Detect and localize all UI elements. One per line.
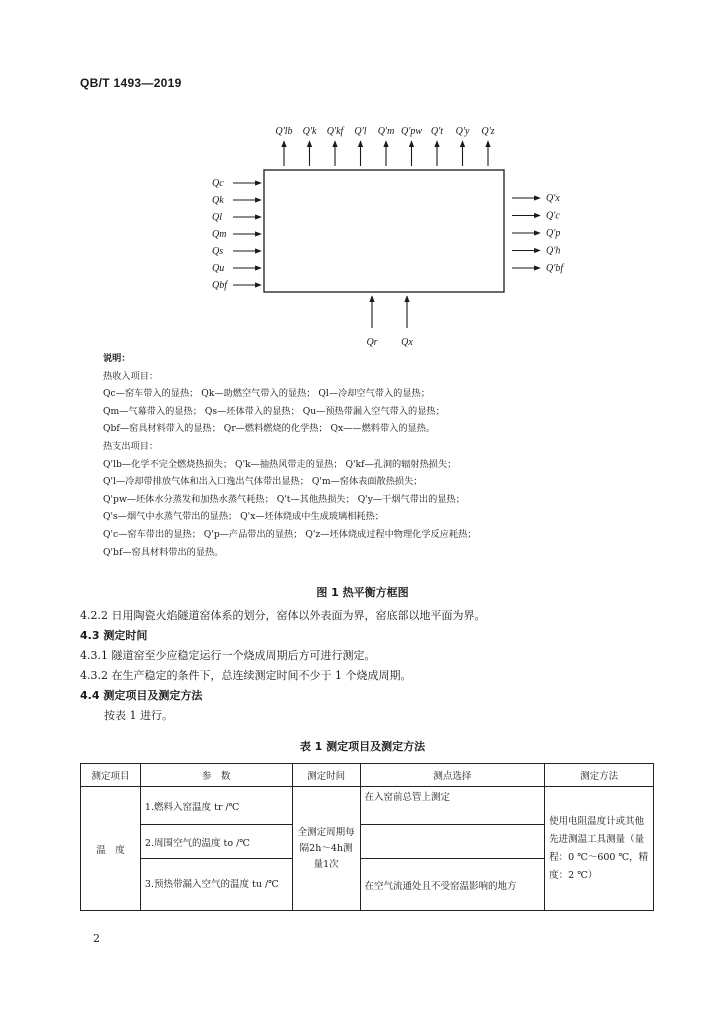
heat-balance-diagram xyxy=(0,0,725,360)
expense-heading: 热支出项目： xyxy=(103,440,159,452)
page-number: 2 xyxy=(93,932,100,945)
flow-label: Q't xyxy=(430,126,444,137)
section-text: 测定时间 xyxy=(103,629,148,642)
header-item: 测定项目 xyxy=(81,764,141,787)
income-list xyxy=(103,385,663,438)
section-paragraph xyxy=(80,606,680,626)
point-cell: 在入窑前总管上测定 xyxy=(360,787,545,825)
legend-expense-line: Q'c—窑车带出的显热； Q'p—产品带出的显热； Q'z—坯体烧成过程中物理化学反应耗热； xyxy=(103,528,477,540)
param-cell: 2.周围空气的温度 to /℃ xyxy=(140,825,292,859)
header-param: 参 数 xyxy=(140,764,292,787)
header-point: 测点选择 xyxy=(360,764,545,787)
flow-label: Qr xyxy=(366,337,378,348)
flow-label: Qs xyxy=(212,246,224,257)
flow-label: Q'l xyxy=(354,126,367,137)
legend-expense-line: Q'l—冷却带排放气体和出入口逸出气体带出显热； Q'm—窑体表面散热损失； xyxy=(103,476,423,488)
section-paragraph xyxy=(80,686,680,706)
flow-label: Qc xyxy=(212,178,224,189)
kiln-box xyxy=(264,170,504,292)
flow-label: Qm xyxy=(212,229,227,240)
header-method: 测定方法 xyxy=(545,764,654,787)
flow-label: Q'pw xyxy=(400,126,423,137)
measurement-table xyxy=(80,763,654,911)
flow-label: Q'k xyxy=(302,126,317,137)
table-row xyxy=(81,787,654,825)
flow-label: Qx xyxy=(401,337,413,348)
method-cell: 使用电阻温度计或其他先进测温工具测量（量程：0 ℃～600 ℃，精度：2 ℃） xyxy=(545,787,654,911)
flow-label: Q'p xyxy=(546,228,561,239)
section-number: 4.3.1 xyxy=(80,649,108,662)
table-reference: 按表 1 进行。 xyxy=(104,709,173,722)
expense-list xyxy=(103,456,663,562)
figure-caption: 图 1 热平衡方框图 xyxy=(316,586,409,599)
flow-label: Q'bf xyxy=(546,263,564,274)
flow-label: Q'c xyxy=(546,210,560,222)
table-caption: 表 1 测定项目及测定方法 xyxy=(299,740,426,753)
legend-title: 说明： xyxy=(103,353,131,364)
flow-label: Q'lb xyxy=(275,126,293,137)
section-list xyxy=(80,606,680,706)
legend-income-line: Qc—窑车带入的显热； Qk—助燃空气带入的显热； Ql—冷却空气带入的显热； xyxy=(103,388,430,400)
section-paragraph xyxy=(80,646,680,666)
time-cell: 全测定周期每隔2h～4h测量1次 xyxy=(292,787,360,911)
standard-code: QB/T 1493—2019 xyxy=(80,76,182,90)
section-paragraph xyxy=(80,666,680,686)
section-number: 4.3 xyxy=(80,629,100,642)
legend-income-line: Qbf—窑具材料带入的显热； Qr—燃料燃烧的化学热； Qx——燃料带入的显热。 xyxy=(103,423,436,435)
section-text: 测定项目及测定方法 xyxy=(103,689,203,702)
legend-expense-line: Q's—烟气中水蒸气带出的显热； Q'x—坯体烧成中生成玻璃相耗热； xyxy=(103,511,384,523)
flow-label: Q'h xyxy=(546,245,561,257)
flow-label: Q'x xyxy=(546,193,560,204)
legend-income-line: Qm—气幕带入的显热； Qs—坯体带入的显热； Qu—预热带漏入空气带入的显热； xyxy=(103,405,445,417)
param-cell: 3.预热带漏入空气的温度 tu /℃ xyxy=(140,859,292,911)
flow-label: Q'z xyxy=(481,126,495,137)
flow-label: Ql xyxy=(212,212,222,223)
point-cell xyxy=(360,825,545,859)
legend xyxy=(103,350,663,561)
body-text xyxy=(80,606,680,726)
flow-label: Qk xyxy=(212,195,224,206)
income-heading: 热收入项目： xyxy=(103,370,159,382)
group-cell: 温 度 xyxy=(81,787,141,911)
section-text: 日用陶瓷火焰隧道窑体系的划分，窑体以外表面为界，窑底部以地平面为界。 xyxy=(111,609,486,622)
section-paragraph xyxy=(80,626,680,646)
point-cell: 在空气流通处且不受窑温影响的地方 xyxy=(360,859,545,911)
flow-label: Q'kf xyxy=(326,126,344,137)
flow-label: Qbf xyxy=(212,280,227,291)
legend-expense-line: Q'lb—化学不完全燃烧热损失； Q'k—抽热风带走的显热； Q'kf—孔洞的辐射热损失； xyxy=(103,458,457,470)
section-number: 4.2.2 xyxy=(80,609,108,622)
legend-expense-line: Q'bf—窑具材料带出的显热。 xyxy=(103,546,224,558)
section-text: 隧道窑至少应稳定运行一个烧成周期后方可进行测定。 xyxy=(111,649,376,662)
param-cell: 1.燃料入窑温度 tr /℃ xyxy=(140,787,292,825)
flow-label: Q'm xyxy=(377,126,395,137)
flow-label: Qu xyxy=(212,263,225,274)
section-number: 4.3.2 xyxy=(80,669,108,682)
table-header-row xyxy=(81,764,654,787)
section-text: 在生产稳定的条件下，总连续测定时间不少于 1 个烧成周期。 xyxy=(111,669,412,682)
flow-label: Q'y xyxy=(455,126,470,137)
section-number: 4.4 xyxy=(80,689,100,702)
header-time: 测定时间 xyxy=(292,764,360,787)
legend-expense-line: Q'pw—坯体水分蒸发和加热水蒸气耗热； Q't—其他热损失； Q'y—干烟气带出的显热； xyxy=(103,493,465,505)
